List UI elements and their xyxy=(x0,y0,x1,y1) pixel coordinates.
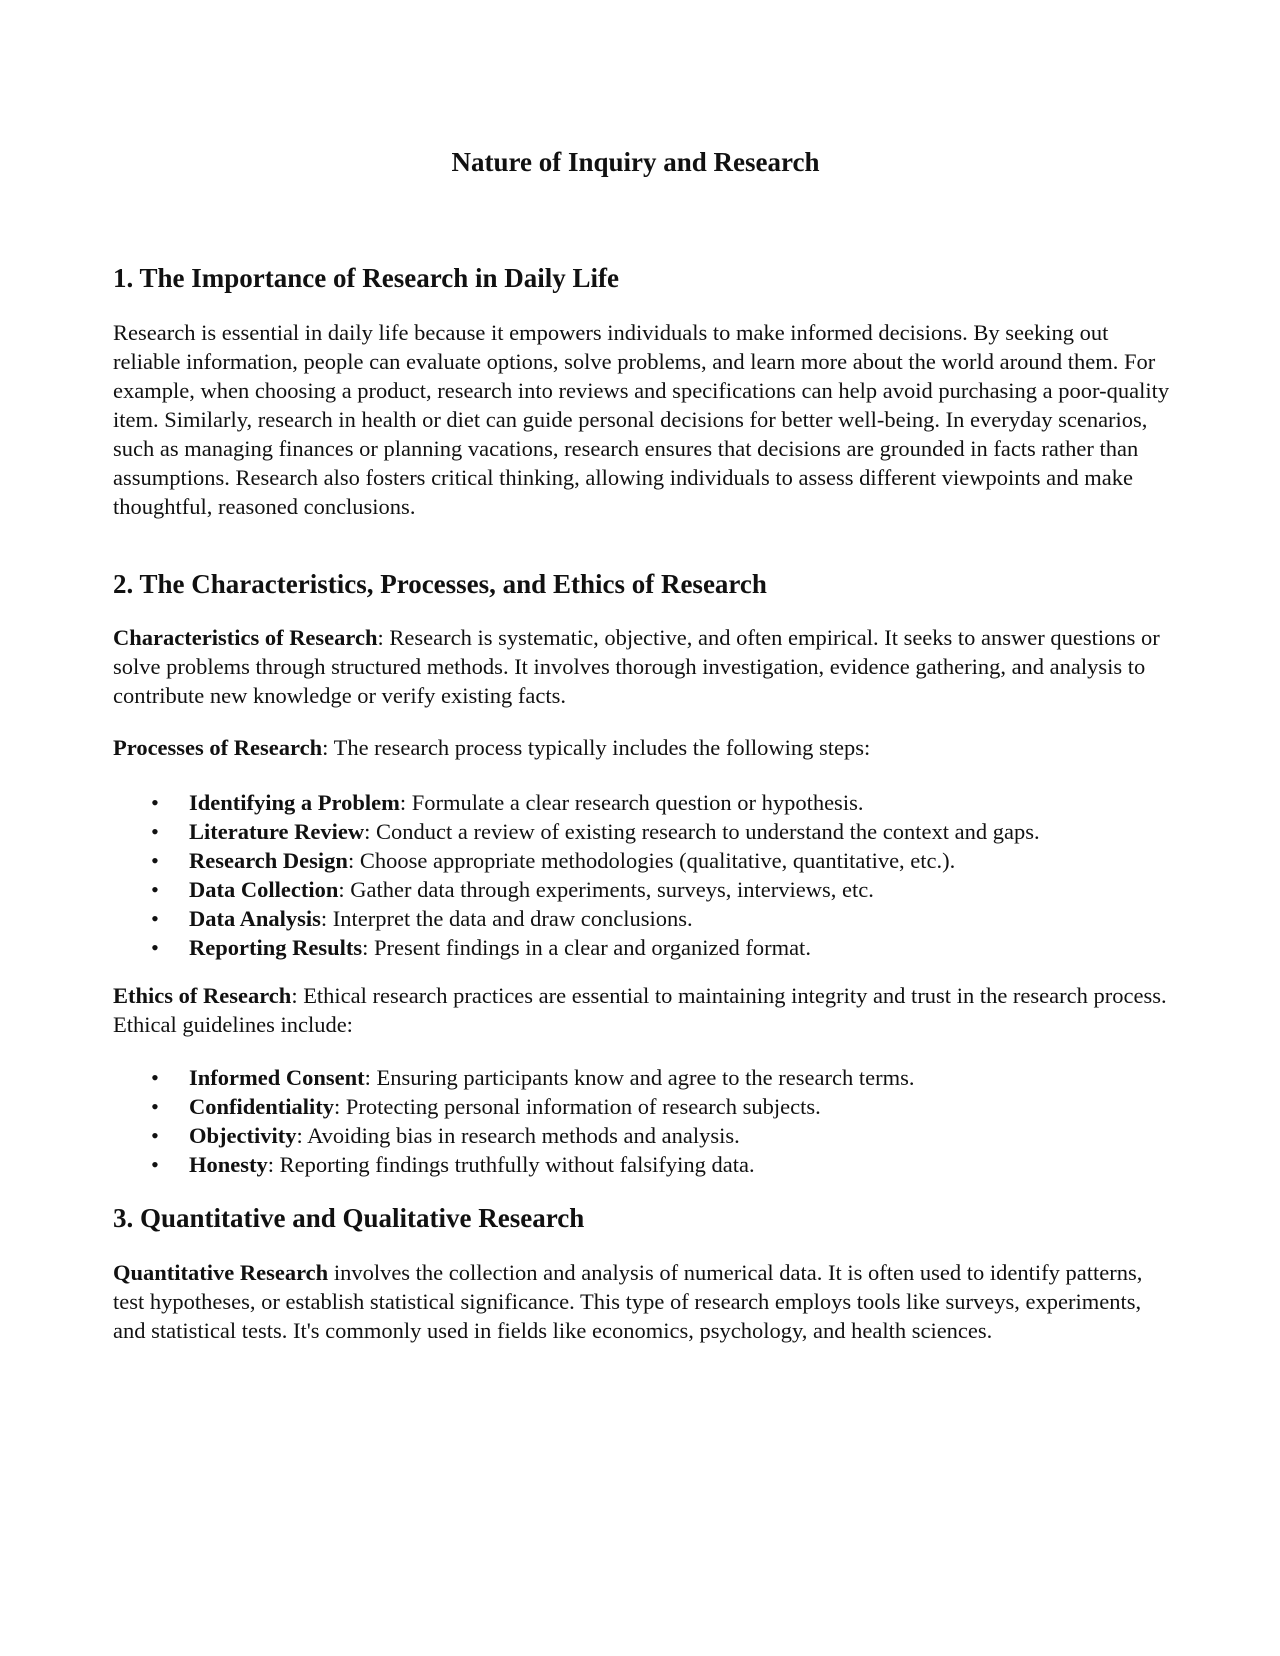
processes-text: : The research process typically includes the following steps: xyxy=(322,735,871,760)
ethics-term: Ethics of Research xyxy=(113,983,292,1008)
section-3-heading: 3. Quantitative and Qualitative Research xyxy=(113,1203,585,1233)
section-1-heading: 1. The Importance of Research in Daily Life xyxy=(113,263,619,293)
process-step xyxy=(113,788,1173,817)
section-2-heading: 2. The Characteristics, Processes, and Ethics of Research xyxy=(113,569,767,599)
process-step-term: Identifying a Problem xyxy=(189,790,400,815)
process-step xyxy=(113,904,1173,933)
bullet-icon: • xyxy=(151,906,159,931)
ethics-guideline xyxy=(113,1063,1173,1092)
quantitative-text: involves the collection and analysis of numerical data. It is often used to identify patterns, test hypotheses, or establish statistical significance. This type of research employs tools like surveys, experiments, and statistical tests. It's commonly used in fields like economics, psychology, and health sciences. xyxy=(113,1260,1143,1343)
characteristics-paragraph xyxy=(113,623,1173,710)
ethics-guideline xyxy=(113,1150,1173,1179)
bullet-icon: • xyxy=(151,1152,159,1177)
process-step-term: Data Analysis xyxy=(189,906,321,931)
process-step-text: : Gather data through experiments, surveys, interviews, etc. xyxy=(338,877,874,902)
bullet-icon: • xyxy=(151,848,159,873)
process-step-text: : Present findings in a clear and organized format. xyxy=(362,935,811,960)
process-step-text: : Interpret the data and draw conclusions. xyxy=(320,906,693,931)
bullet-icon: • xyxy=(151,1094,159,1119)
characteristics-term: Characteristics of Research xyxy=(113,625,378,650)
process-step-text: : Formulate a clear research question or hypothesis. xyxy=(399,790,864,815)
ethics-guideline-text: : Avoiding bias in research methods and analysis. xyxy=(296,1123,740,1148)
section-1-paragraph: Research is essential in daily life because it empowers individuals to make informed decisions. By seeking out reliable information, people can evaluate options, solve problems, and learn more about the world around them. For example, when choosing a product, research into reviews and specifications can help avoid purchasing a poor-quality item. Similarly, research in health or diet can guide personal decisions for better well-being. In everyday scenarios, such as managing finances or planning vacations, research ensures that decisions are grounded in facts rather than assumptions. Research also fosters critical thinking, allowing individuals to assess different viewpoints and make thoughtful, reasoned conclusions. xyxy=(113,320,1170,519)
ethics-paragraph xyxy=(113,981,1173,1039)
ethics-guideline xyxy=(113,1121,1173,1150)
ethics-guideline-text: : Ensuring participants know and agree to the research terms. xyxy=(364,1065,915,1090)
process-step-term: Research Design xyxy=(189,848,348,873)
process-step-term: Data Collection xyxy=(189,877,339,902)
bullet-icon: • xyxy=(151,819,159,844)
process-steps-list xyxy=(113,788,1173,962)
document-title: Nature of Inquiry and Research xyxy=(451,147,820,177)
bullet-icon: • xyxy=(151,935,159,960)
ethics-guidelines-list xyxy=(113,1063,1173,1179)
bullet-icon: • xyxy=(151,1123,159,1148)
ethics-guideline-term: Informed Consent xyxy=(189,1065,365,1090)
ethics-text: : Ethical research practices are essential to maintaining integrity and trust in the research process. Ethical guidelines include: xyxy=(113,983,1167,1037)
ethics-guideline-text: : Protecting personal information of research subjects. xyxy=(334,1094,821,1119)
process-step xyxy=(113,846,1173,875)
process-step-text: : Choose appropriate methodologies (qualitative, quantitative, etc.). xyxy=(347,848,956,873)
process-step-term: Literature Review xyxy=(189,819,365,844)
ethics-guideline-term: Honesty xyxy=(189,1152,268,1177)
process-step xyxy=(113,933,1173,962)
process-step xyxy=(113,875,1173,904)
ethics-guideline-term: Confidentiality xyxy=(189,1094,335,1119)
processes-term: Processes of Research xyxy=(113,735,323,760)
quantitative-paragraph xyxy=(113,1258,1173,1345)
quantitative-term: Quantitative Research xyxy=(113,1260,329,1285)
bullet-icon: • xyxy=(151,1065,159,1090)
ethics-guideline-term: Objectivity xyxy=(189,1123,297,1148)
process-step-term: Reporting Results xyxy=(189,935,363,960)
bullet-icon: • xyxy=(151,877,159,902)
ethics-guideline-text: : Reporting findings truthfully without falsifying data. xyxy=(267,1152,755,1177)
ethics-guideline xyxy=(113,1092,1173,1121)
characteristics-text: : Research is systematic, objective, and often empirical. It seeks to answer questions or solve problems through structured methods. It involves thorough investigation, evidence gathering, and analysis to contribute new knowledge or verify existing facts. xyxy=(113,625,1160,708)
bullet-icon: • xyxy=(151,790,159,815)
processes-paragraph xyxy=(113,733,1173,762)
process-step xyxy=(113,817,1173,846)
process-step-text: : Conduct a review of existing research to understand the context and gaps. xyxy=(364,819,1040,844)
